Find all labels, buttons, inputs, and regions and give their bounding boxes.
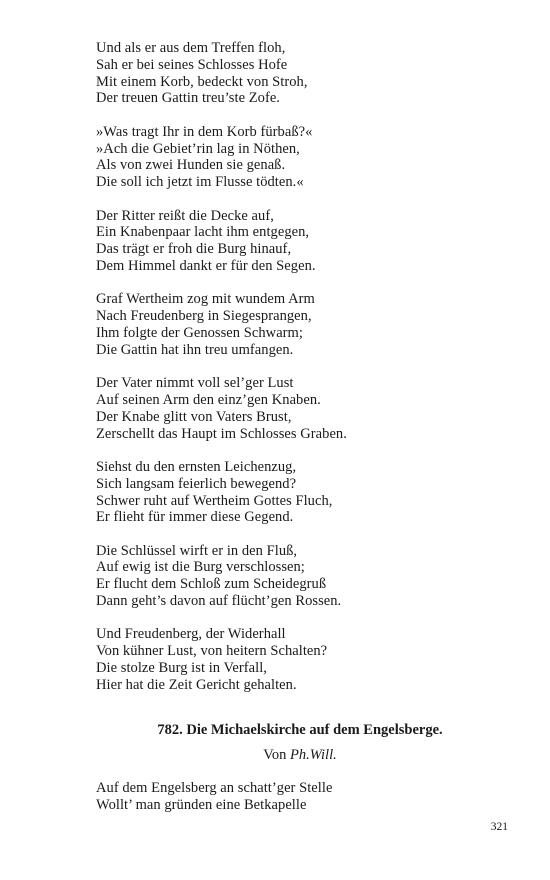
verse-line: Nach Freudenberg in Siegesprangen, xyxy=(96,308,312,325)
stanza xyxy=(96,208,516,275)
verse-line: Von kühner Lust, von heitern Schalten? xyxy=(96,643,328,660)
verse-line: Mit einem Korb, bedeckt von Stroh, xyxy=(96,73,308,90)
verse-line: Und als er aus dem Treffen floh, xyxy=(96,40,286,56)
stanza xyxy=(96,626,516,693)
verse-line: Die soll ich jetzt im Flusse tödten.« xyxy=(96,174,304,191)
verse-line: Das trägt er froh die Burg hinauf, xyxy=(96,241,292,258)
stanza xyxy=(96,459,516,526)
verse-line: Auf seinen Arm den einz’gen Knaben. xyxy=(96,391,321,408)
verse-line: Schwer ruht auf Wertheim Gottes Fluch, xyxy=(96,492,333,509)
next-poem-body xyxy=(96,780,516,814)
verse-line: Sah er bei seines Schlosses Hofe xyxy=(96,56,288,73)
verse-line: Die Schlüssel wirft er in den Fluß, xyxy=(96,542,298,559)
verse-line: Ein Knabenpaar lacht ihm entgegen, xyxy=(96,224,310,241)
verse-line: Wollt’ man gründen eine Betkapelle xyxy=(96,796,307,813)
verse-line: Dann geht’s davon auf flücht’gen Rossen. xyxy=(96,593,342,610)
stanza xyxy=(96,124,516,191)
verse-line: »Was tragt Ihr in dem Korb fürbaß?« xyxy=(96,123,313,140)
stanza xyxy=(96,375,516,442)
verse-line: Er flieht für immer diese Gegend. xyxy=(96,509,294,526)
stanza xyxy=(96,543,516,610)
page-number: 321 xyxy=(490,821,508,833)
author-byline xyxy=(0,746,550,764)
poem-body xyxy=(96,40,516,710)
verse-line: Und Freudenberg, der Widerhall xyxy=(96,626,286,643)
verse-line: Die stolze Burg ist in Verfall, xyxy=(96,660,267,677)
verse-line: »Ach die Gebiet’rin lag in Nöthen, xyxy=(96,140,300,157)
verse-line: Auf ewig ist die Burg verschlossen; xyxy=(96,559,305,576)
verse-line: Siehst du den ernsten Leichenzug, xyxy=(96,458,297,475)
stanza xyxy=(96,40,516,107)
section-heading: 782. Die Michaelskirche auf dem Engelsberge. xyxy=(157,722,443,738)
verse-line: Ihm folgte der Genossen Schwarm; xyxy=(96,324,303,341)
verse-line: Er flucht dem Schloß zum Scheidegruß xyxy=(96,576,327,593)
verse-line: Hier hat die Zeit Gericht gehalten. xyxy=(96,676,297,693)
author-name: Ph.Will. xyxy=(290,747,337,763)
byline-prefix: Von xyxy=(263,747,290,763)
verse-line: Der Knabe glitt von Vaters Brust, xyxy=(96,408,292,425)
verse-line: Dem Himmel dankt er für den Segen. xyxy=(96,257,316,274)
verse-line: Zerschellt das Haupt im Schlosses Graben. xyxy=(96,425,347,442)
stanza xyxy=(96,291,516,358)
verse-line: Der treuen Gattin treu’ste Zofe. xyxy=(96,90,280,107)
verse-line: Sich langsam feierlich bewegend? xyxy=(96,475,297,492)
verse-line: Der Vater nimmt voll sel’ger Lust xyxy=(96,375,294,392)
verse-line: Graf Wertheim zog mit wundem Arm xyxy=(96,291,315,308)
verse-line: Der Ritter reißt die Decke auf, xyxy=(96,207,274,224)
verse-line: Die Gattin hat ihn treu umfangen. xyxy=(96,341,294,358)
verse-line: Auf dem Engelsberg an schatt’ger Stelle xyxy=(96,780,333,796)
verse-line: Als von zwei Hunden sie genaß. xyxy=(96,157,286,174)
